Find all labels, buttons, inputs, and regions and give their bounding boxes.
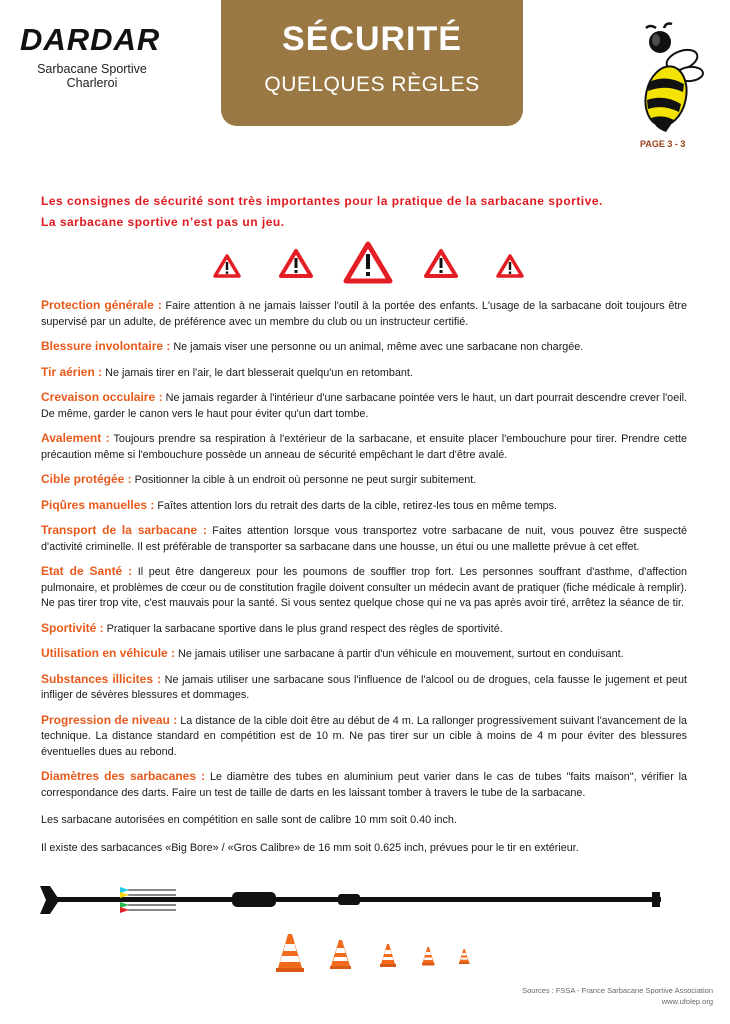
logo-subtitle: [22, 62, 162, 90]
rule-text: Ne jamais viser une personne ou un animal, même avec une sarbacane non chargée.: [170, 341, 584, 353]
rule-text: Ne jamais utiliser une sarbacane à partir d'un véhicule en mouvement, surtout en conduisant.: [175, 648, 624, 660]
traffic-cone-icon: [270, 932, 480, 974]
source-credit: Sources : FSSA - France Sarbacane Sportive Association: [522, 986, 713, 995]
rule-title: Diamètres des sarbacanes :: [41, 769, 206, 783]
rule-item: [41, 769, 687, 801]
rule-text: Il peut être dangereux pour les poumons de souffler trop fort. Les personnes souffrant d'asthme, d'affection pulmonaire, et problèmes de cœur ou de constitution fragile doivent consulter un médecin avant de pratiquer (fiche médicale à remplir). Ne pas tirer trop vite, c'est mauvais pour la santé. Si vous sentez quelque chose qui ne va pas après avoir tiré, arrêtez la séance de tir.: [41, 566, 687, 609]
rule-title: Piqûres manuelles :: [41, 497, 155, 512]
rule-item: [41, 390, 687, 422]
banner-subtitle: QUELQUES RÈGLES: [264, 73, 480, 96]
big-bore-note: Il existe des sarbacances «Big Bore» / «Gros Calibre» de 16 mm soit 0.625 inch, prévues pour le tir en extérieur.: [41, 841, 579, 854]
calibre-note: Les sarbacane autorisées en compétition en salle sont de calibre 10 mm soit 0.40 inch.: [41, 814, 457, 826]
intro-text: [41, 191, 701, 233]
rule-item: [41, 365, 687, 382]
rule-title: Avalement :: [41, 431, 110, 445]
rule-text: Ne jamais regarder à l'intérieur d'une sarbacane pointée vers le haut, un dart pourrait descendre crever l'oeil. De même, garder le canon vers le haut pour éviter qu'un dart tombe.: [41, 392, 687, 420]
intro-line-1: Les consignes de sécurité sont très importantes pour la pratique de la sarbacane sportive.: [41, 194, 603, 208]
rule-title: Cible protégée :: [41, 472, 132, 486]
rule-item: [41, 621, 687, 638]
rule-title: Transport de la sarbacane :: [41, 523, 207, 537]
rule-item: [41, 339, 687, 356]
rule-title: Crevaison occulaire :: [41, 390, 163, 404]
warning-triangle-icon: [423, 248, 459, 279]
rule-text: Positionner la cible à un endroit où personne ne peut surgir subitement.: [131, 474, 477, 486]
rule-title: Etat de Santé :: [41, 564, 133, 578]
page-number: PAGE 3 - 3: [640, 139, 686, 149]
rule-text: Faites attention lorsque vous transportez votre sarbacane de nuit, vous pouvez être suspecté d'activité criminelle. Il est préférable de transporter sa sarbacane dans une housse, un étui ou une mallette prévue à cet effet.: [41, 525, 687, 553]
logo-subtitle-line-1: Sarbacane Sportive: [37, 62, 147, 76]
rule-text: La distance de la cible doit être au début de 4 m. La rallonger progressivement suivant l'avancement de la technique. La distance standard en compétition est de 10 m. Ne pas tirer sur un cible à moins de 4 m pour éviter des blessures éventuelles dues au rebond.: [41, 714, 687, 758]
rule-title: Substances illicites :: [41, 671, 162, 686]
rule-text: Le diamètre des tubes en aluminium peut varier dans le cas de tubes "faits maison", vérifier la correspondance des darts. Faire un test de taille de darts en les laissant tomber à travers le tube de la sarbacane.: [41, 771, 687, 799]
logo-title: DARDAR: [20, 22, 161, 57]
rule-text: Pratiquer la sarbacane sportive dans le plus grand respect des règles de sportivité.: [103, 622, 503, 635]
rule-text: Faire attention à ne jamais laisser l'outil à la portée des enfants. L'usage de la sarbacane doit toujours être supervisé par un adulte, de préférence avec un membre du club ou un instructeur certifié.: [41, 300, 687, 328]
rule-text: Faîtes attention lors du retrait des darts de la cible, retirez-les tous en même temps.: [154, 499, 558, 512]
rules-list: [41, 298, 687, 856]
source-website: www.ufolep.org: [661, 997, 713, 1006]
rule-title: Progression de niveau :: [41, 712, 178, 727]
warning-triangle-icon: [213, 254, 241, 278]
intro-line-2: La sarbacane sportive n’est pas un jeu.: [41, 215, 285, 229]
rule-text: Ne jamais tirer en l'air, le dart blesserait quelqu'un en retombant.: [102, 366, 413, 379]
rule-title: Sportivité :: [41, 620, 104, 635]
rule-item: [41, 298, 687, 330]
rule-text: Toujours prendre sa respiration à l'extérieur de la sarbacane, et ensuite placer l'embouchure pour tirer. Prendre cette précaution même si l'embouchure possède un anneau de sécurité empêchant le dart d'être avalé.: [41, 433, 688, 461]
sources-footer: [522, 985, 713, 1007]
rule-item: [41, 523, 687, 555]
warning-triangle-icon: [496, 254, 524, 278]
rule-title: Tir aérien :: [41, 364, 103, 379]
warning-triangle-icon: [342, 240, 394, 285]
rule-title: Protection générale :: [41, 298, 162, 312]
rule-item: [41, 498, 687, 515]
warning-triangle-icon: [278, 248, 314, 279]
rule-title: Blessure involontaire :: [41, 339, 171, 353]
logo-subtitle-line-2: Charleroi: [66, 76, 118, 90]
rule-text: Ne jamais utiliser une sarbacane sous l'influence de l'alcool ou de drogues, cela fausse le jugement et peut infliger de sévères blessures et dommages.: [41, 673, 687, 701]
blowgun-icon: [36, 878, 666, 922]
rule-item: [41, 672, 687, 704]
rule-item: [41, 431, 687, 463]
rule-item: [41, 646, 687, 663]
bee-mascot-icon: [636, 22, 708, 134]
rule-item: [41, 472, 687, 489]
banner-title: SÉCURITÉ: [282, 20, 462, 58]
rule-title: Utilisation en véhicule :: [41, 646, 176, 660]
rule-item: [41, 564, 687, 612]
rule-item: [41, 713, 687, 761]
title-banner: [221, 0, 523, 126]
